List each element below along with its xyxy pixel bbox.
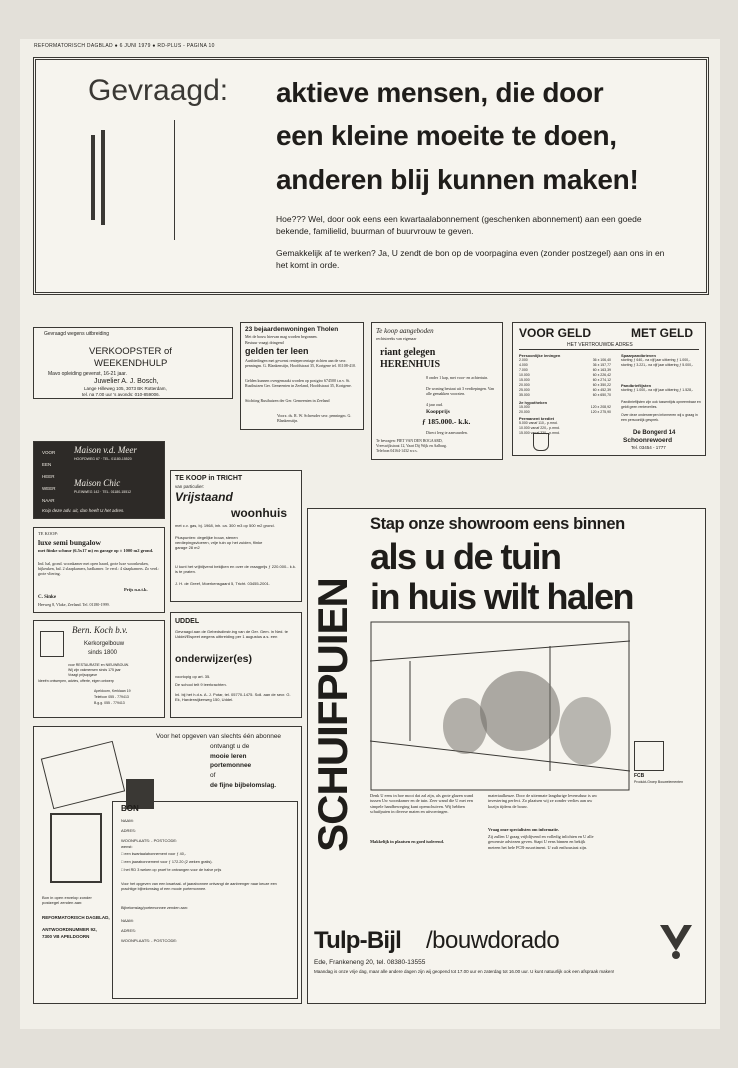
ad-maison-row: HEER: [42, 474, 55, 479]
ad-bosch-title-2: WEEKENDHULP: [94, 358, 168, 369]
main-ad-label: Gevraagd:: [88, 74, 229, 107]
ad-tuin-vertical: SCHUIFPUIEN: [309, 578, 356, 852]
ad-bijbel-line: mooie leren: [210, 753, 247, 760]
form-line: Bijbelomslag/portemonnee zenden aan:: [121, 906, 188, 910]
city-field[interactable]: WOONPLAATS: - POSTCODE:: [121, 838, 178, 843]
row-amount: 15.000: [519, 405, 530, 409]
table-row: [519, 393, 611, 398]
divider: [519, 349, 699, 350]
ad-bijbel-line: of: [210, 772, 216, 779]
row-terms: 120 x 208,92: [590, 405, 611, 409]
wallet-icon: [41, 741, 125, 809]
ad-koch-name: Bern. Koch b.v.: [72, 625, 128, 635]
ad-tuin-col1b: Makkelijk in plaatsen en goed isolerend.: [370, 839, 444, 844]
ad-bijbel-line: ontvangt u de: [210, 743, 250, 750]
ad-bosch-top: Gevraagd wegens uitbreiding: [44, 331, 110, 337]
ad-herenhuis-contact-1: Te bevragen: PIET VAN DEN BOGAARD,: [376, 439, 443, 443]
row-amount: 7.000: [519, 368, 528, 372]
ad-koch-line: Ideeën ontwerpen, advies, offerte, eigen ontwerp: [38, 679, 114, 683]
organ-icon: [40, 631, 64, 657]
ad-geld-bond-title: Pandbrieflijsten: [621, 383, 652, 388]
ad-bungalow-title: luxe semi bungalow: [38, 538, 101, 547]
ad-herenhuis-contact-3: Telefoon 04164-1432 n.v.s.: [376, 449, 418, 453]
quarter-option[interactable]: □ een kwartaalabonnement voor ƒ 40,-: [121, 852, 187, 856]
running-head: REFORMATORISCH DAGBLAD ● 6 JUNI 1979 ● RD-PLUS - PAGINA 10: [34, 43, 215, 49]
ad-koch-addr: Apeldoorn, Kerklaan 19: [94, 689, 131, 693]
ad-maison-addr-1: HOOFDWEG 67 · TEL. 01180-15520: [74, 457, 132, 461]
ad-maison-slogan: Knip deze adv. uit, dan heeft U het adres.: [42, 508, 125, 513]
ad-herenhuis-direct: Direct leeg te aanvaarden.: [426, 430, 468, 435]
ad-uddel-header: UDDEL: [175, 618, 200, 625]
row-terms: 60 x 350,22: [592, 383, 611, 387]
row-terms: 60 x 452,39: [592, 388, 611, 392]
ad-maison-row: NAAR: [42, 498, 55, 503]
ad-bosch-name: Juwelier A. J. Bosch,: [94, 378, 159, 385]
ad-herenhuis-h2: HERENHUIS: [380, 359, 441, 370]
ad-tricht: [170, 470, 302, 602]
ad-tuin-col2b: Vraag onze specialisten om informatie.: [488, 827, 559, 832]
ad-bosch-addr: Lange Hilleweg 105, 3073 BK Rotterdam,: [84, 386, 167, 391]
ad-tuin-addr: Ede, Frankeneng 20, tel. 08380-13555: [314, 959, 426, 966]
ad-tuin-hours: Maandag is onze vrije dag, maar alle andere dagen zijn wij geopend tot 17.00 uur en zaterdag tot 16.00 uur. U kunt natuurlijk ook een afspraak maken!: [314, 969, 615, 974]
ad-bungalow-sub: met fiinke schuur (6.5x17 m) en garage op ± 1000 m2 grond.: [38, 548, 154, 553]
ad-geld-mortgage-title: 2e hypotheken: [519, 400, 548, 405]
ad-tricht-body-1: met c.v. gas, bj. 1968, inh. ca. 300 m3 op 500 m2 grond.: [175, 523, 275, 528]
ad-tholen-sub: Met de bouw hiervan mag worden begonnen.: [245, 334, 318, 339]
ad-tholen-sign: Voorz. ds. R. W. Schreuder secr. penningm. G. Blankenstijn.: [277, 413, 352, 423]
ad-geld-right: MET GELD: [631, 326, 693, 340]
table-row: 10.000 vanaf 220,- p.mnd.: [519, 426, 560, 430]
decor-bar: [174, 120, 175, 240]
ad-geld-mortgages: [519, 405, 611, 415]
ad-tricht-title-2: woonhuis: [231, 506, 287, 520]
bible-cover-icon: [50, 813, 102, 883]
ad-tricht-title: Vrijstaand: [175, 490, 233, 504]
table-row: 5.000 vanaf 110,- p.mnd.: [519, 421, 558, 425]
ad-maison: [33, 441, 165, 519]
decor-bar: [91, 135, 95, 220]
ad-tuin-h1: als u de tuin: [370, 536, 561, 577]
ad-bijbel-line: Voor het opgeven van slechts één abonnee: [156, 733, 282, 740]
ad-herenhuis: [371, 322, 503, 460]
brand-logo-icon: [656, 921, 696, 961]
ad-uddel-req-1: voorlopig op art. 35.: [175, 674, 211, 679]
ad-maison-name-1: Maison v.d. Meer: [74, 445, 137, 455]
row-terms: 120 x 275,90: [590, 410, 611, 414]
ad-herenhuis-top: Te koop aangeboden: [376, 327, 434, 335]
ad-bijbel-c4: 7300 VB APELDOORN: [42, 934, 90, 939]
ad-bijbel-c3: ANTWOORDNUMMER 92,: [42, 927, 97, 932]
ad-tholen-body-2: Gelden kunnen overgemaakt worden op postgiro 674500 t.n.v. St. Rusthuizen Ger. Gemeenten in Zeeland, Hoofdstraat 35, Kortgene.: [245, 378, 352, 388]
ad-geld-bonds: [621, 388, 701, 393]
fcb-logo-icon: [634, 741, 664, 771]
ad-tuin-h2: in huis wilt halen: [370, 576, 634, 617]
ad-bijbel: [33, 726, 302, 1004]
ad-herenhuis-contact-2: Vreeswijkstraat 12, Vaart Dij Wijk en Aalburg.: [376, 444, 447, 448]
ad-koch-h1: Kerkorgelbouw: [84, 641, 125, 647]
order-form: [112, 801, 298, 999]
ad-tricht-body-3: U kunt het vrijblijvend bekijken en over de vraagprijs ƒ 220.000.- k.k. is te praten.: [175, 564, 296, 574]
ad-geld-left: VOOR GELD: [519, 326, 592, 340]
form-note: Voor het opgeven van een kwartaal- of jaarabonnee ontvangt de aanbrenger naar keuze een prachtige bijbelomslag of een mooie portemonnee.: [121, 882, 277, 891]
ad-geld: [512, 322, 706, 456]
recipient-name-field[interactable]: NAAM:: [121, 918, 134, 923]
ad-uddel-title: onderwijzer(es): [175, 653, 253, 665]
ad-tholen: [240, 322, 364, 430]
ad-tuin-col2c: Zij zullen U graag vrijblijvend en volledig inlichten en U alle gewenste adviezen geven. Stapt U eens binnen en bekijk meteen het hele FCB-assortiment. U zult enthousiast zijn.: [488, 834, 594, 850]
main-ad-paragraph-2: Gemakkelijk af te werken? Ja, U zendt de bon op de voorpagina even (zonder postzegel) aan ons in en het komt in orde.: [276, 248, 665, 270]
main-ad-paragraph-1: Hoe??? Wel, door ook eens een kwartaalabonnement (geschenken abonnement) aan een goede bekende, familielid, buurman of buurvrouw te geven.: [276, 214, 642, 236]
ad-maison-row: WEER: [42, 486, 56, 491]
ad-tricht-contact: J. H. de Greef, Moerkensgaard 5, Tricht. 03455-2001.: [175, 581, 270, 586]
main-ad: [33, 57, 709, 295]
ad-tholen-title: 23 bejaardenwoningen Tholen: [245, 326, 339, 333]
ad-koch-h2: sinds 1800: [88, 650, 118, 656]
row-terms: 60 x 650,70: [592, 393, 611, 397]
row-terms: 60 x 163,39: [592, 368, 611, 372]
ad-herenhuis-sub: rechtstreeks van eigenaar: [376, 336, 417, 341]
table-row: storting ƒ 640,- na vijf jaar uitkering ƒ 1.000,-: [621, 358, 691, 362]
ad-tuin-fcb: FCB: [634, 773, 645, 779]
ad-geld-loans: [519, 358, 611, 398]
ad-geld-loans-title: Persoonlijke leningen: [519, 353, 561, 358]
address-field[interactable]: ADRES:: [121, 828, 136, 833]
ad-tuin-brand-2: /bouwdorado: [426, 927, 560, 954]
ad-tholen-need: Bestuur vraagt dringend: [245, 340, 284, 345]
ad-herenhuis-d3: 4 jaar oud.: [426, 402, 443, 407]
row-amount: 4.000: [519, 363, 528, 367]
main-ad-headline-3: anderen blij kunnen maken!: [276, 164, 639, 195]
row-amount: 2.000: [519, 358, 528, 362]
ad-bungalow-price: Prijs n.o.t.k.: [124, 587, 148, 592]
main-ad-headline-1: aktieve mensen, die door: [276, 77, 604, 108]
recipient-city-field[interactable]: WOONPLAATS: - POSTCODE:: [121, 938, 178, 943]
ad-maison-addr-2: PLEINWEG 142 · TEL. 01180-15512: [74, 490, 132, 494]
ad-bosch-title-1: VERKOOPSTER of: [89, 346, 172, 357]
ad-tholen-body-3: Stichting Rusthuizen der Ger. Gemeenten in Zeeland: [245, 398, 330, 403]
ad-maison-row: EEN: [42, 462, 52, 467]
table-row: storting ƒ 3.221,- na vijf jaar uitkering ƒ 5.000,-: [621, 363, 694, 367]
ad-bosch: [33, 327, 233, 399]
ad-geld-credit-title: Permanent krediet: [519, 416, 554, 421]
ad-bungalow: [33, 527, 165, 613]
ad-bosch-tel: tel. na 7.00 uur 's avonds: 010-859006.: [82, 392, 160, 397]
ad-uddel-req-2: De school telt 9 leerkrachten.: [175, 682, 227, 687]
ad-herenhuis-price: ƒ 185.000.- k.k.: [422, 417, 471, 426]
ad-koch-line: Vraagt prijsopgave: [68, 673, 98, 677]
ad-koch: [33, 620, 165, 718]
decor-bar: [101, 130, 105, 225]
row-amount: 20.000: [519, 383, 530, 387]
ad-maison-name-2: Maison Chic: [74, 478, 121, 488]
row-terms: 36 x 157,77: [592, 363, 611, 367]
ad-geld-note-1: Pandbrieflijsten zijn ook tussentijds opneembaar en geldt geen renteverlies.: [621, 400, 701, 409]
ad-bungalow-addr: Heeweg 8, Vlake, Zeeland. Tel. 01180-1999.: [38, 602, 110, 607]
row-terms: 60 x 274,12: [592, 378, 611, 382]
row-amount: 15.000: [519, 378, 530, 382]
ad-tricht-body-2: Pluspunten: degelijke bouw, stenen verdiepingsvloeren, vrije tuin op het zuiden, flinke garage 28 m2: [175, 535, 263, 550]
ad-bijbel-c1: Bon in open envelop zonder postzegel zenden aan:: [42, 895, 92, 905]
row-terms: 36 x 106,40: [592, 358, 611, 362]
ad-herenhuis-d2: De woning bestaat uit 3 verdiepingen. Van alle gemakken voorzien.: [426, 386, 495, 396]
ad-herenhuis-price-label: Koopprijs: [426, 409, 450, 415]
trial-option[interactable]: □ het RD 3 weken op proef te ontvangen voor de halve prijs: [121, 868, 222, 872]
ad-koch-line: voor RESTAURATIE en NIEUWBOUW.: [68, 663, 129, 667]
ad-uddel-contact: Inl. bij het h.d.s. A. J. Potar, tel. 05770-1475. Soll. aan de secr. G. Ek, Harderwijkerweg 150, Uddel.: [175, 692, 291, 702]
recipient-address-field[interactable]: ADRES:: [121, 928, 136, 933]
ad-uddel-body: Gevraagd aan de Gebedsdinstr.ing van de Ger. Gem. in Ned. te Uddel/Elspeet wegens uitbreiding per 1 augustus a.s. een: [175, 629, 288, 639]
row-amount: 25.000: [519, 388, 530, 392]
year-option[interactable]: □ een jaarabonnement voor ƒ 172.20 (2 weken gratis).: [121, 860, 213, 864]
ad-koch-line: Wij zijn vakmensen sinds 175 jaar: [68, 668, 121, 672]
table-row: [519, 410, 611, 415]
row-amount: 10.000: [519, 373, 530, 377]
ad-geld-note-2: Over deze onderwerpen informeren wij u graag in een persoonlijk gesprek.: [621, 413, 698, 422]
form-line: wenst:: [121, 844, 133, 849]
form-title: BON: [121, 804, 139, 813]
ad-bosch-req: Mavo opleiding gevenst, 16-21 jaar.: [48, 371, 127, 377]
ad-geld-firm: De Bongerd 14: [633, 430, 676, 436]
main-ad-headline-2: een kleine moeite te doen,: [276, 120, 617, 151]
ad-bijbel-c2: REFORMATORISCH DAGBLAD,: [42, 915, 110, 920]
ad-tricht-sub: van particulier:: [175, 484, 205, 489]
ad-tholen-headline: gelden ter leen: [245, 346, 309, 356]
row-amount: 20.000: [519, 410, 530, 414]
ad-tuin-fcb-sub: Produkt-Groep Bouwelementen: [634, 780, 684, 784]
showroom-illustration: [370, 621, 630, 791]
ad-tuin-brand-1: Tulp-Bijl: [314, 927, 401, 954]
ad-geld-city: Schoonrewoerd: [623, 437, 673, 444]
ad-schuifpuien: [307, 508, 706, 1004]
table-row: 15.000 vanaf 330,- p.mnd.: [519, 431, 560, 435]
ad-koch-tel: B.g.g. 055 - 779413: [94, 701, 125, 705]
ad-geld-saving-title: Spaarpandbrieven: [621, 353, 656, 358]
ad-tricht-header: TE KOOP in TRICHT: [175, 475, 243, 482]
ad-geld-tag: HET VERTROUWDE ADRES: [567, 342, 633, 348]
row-terms: 60 x 226,42: [592, 373, 611, 377]
ad-tuin-col2: materiaalkeuze. Door de uitermate langdurige levensduur is uw investering perfect. Zo plaatsen wij ze zonder verlies aan uw kozijn tijdens de bouw.: [488, 793, 598, 809]
shield-logo-icon: [533, 433, 549, 451]
ad-bungalow-top: TE KOOP:: [38, 531, 59, 536]
ad-bungalow-contact: C. Sinke: [38, 595, 57, 600]
ad-tholen-body-1: Aanbiedingen met gewenst rentepercentage richten aan de secr. penningm. G. Blankenstijn, Hoofdstraat 35, Kortgene tel. 01108-410.: [245, 358, 357, 368]
ad-bijbel-line: de fijne bijbelomslag.: [210, 782, 277, 789]
ad-koch-tel: Telefoon 055 - 779413: [94, 695, 129, 699]
table-row: storting ƒ 1.000,- na vijf jaar uitkering ƒ 1.528,-: [621, 388, 694, 392]
ad-bungalow-body: Ind. hal, grond. woonkamer met open haard, grote luxe woonkeuken, bijkeuken, bal. 2 slaapkamers, badkamer. 1e verd.: 4 slaapkamers. Zo verd.: grote vliering.: [38, 561, 160, 576]
ad-bijbel-line: portemonnee: [210, 762, 252, 769]
ad-uddel: [170, 612, 302, 718]
ad-herenhuis-h1: riant gelegen: [380, 347, 436, 358]
ad-geld-tel: Tel. 03454 - 1777: [631, 445, 666, 450]
ad-tuin-top: Stap onze showroom eens binnen: [370, 515, 625, 533]
ad-tuin-col1: Denk U eens in hoe mooi dat zal zijn, als grote glazen wand tussen Uw woonkamer en de tuin. Zeer wand die U met een simpele handbeweging kunt openschuiven. Wij hebben schuifpuien in diverse maten en uitvoeringen.: [370, 793, 474, 815]
name-field[interactable]: NAAM:: [121, 818, 134, 823]
row-amount: 35.000: [519, 393, 530, 397]
ad-maison-row: VOOR: [42, 450, 56, 455]
ad-herenhuis-d1: 8 onder 1 kap, met voor- en achtertuin.: [426, 375, 489, 380]
ad-geld-savings: [621, 358, 701, 368]
